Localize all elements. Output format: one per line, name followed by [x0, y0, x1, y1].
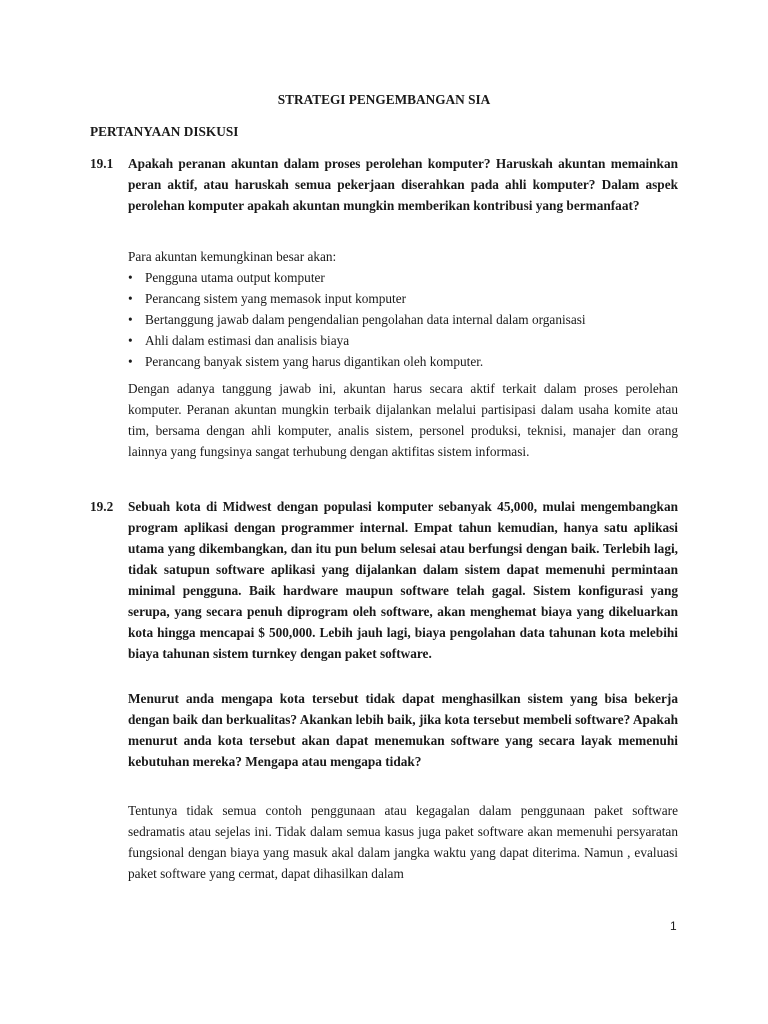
- list-item-text: Perancang banyak sistem yang harus digantikan oleh komputer.: [145, 354, 484, 369]
- question-number: 19.1: [90, 156, 114, 171]
- list-item-text: Pengguna utama output komputer: [145, 270, 325, 285]
- bullet-icon: •: [128, 270, 133, 285]
- list-item: [128, 351, 678, 372]
- answer-bullet-list: [128, 267, 678, 372]
- section-heading: PERTANYAAN DISKUSI: [90, 124, 239, 139]
- question-text: Sebuah kota di Midwest dengan populasi komputer sebanyak 45,000, mulai mengembangkan program aplikasi dengan programmer internal. Empat tahun kemudian, hanya satu aplikasi utama yang dikembangkan, dan itu pun belum selesai atau berfungsi dengan baik. Terlebih lagi, tidak satupun software aplikasi yang dijalankan dalam sistem dapat memenuhi permintaan minimal pengguna. Baik hardware maupun software telah gagal. Sistem konfigurasi yang serupa, yang secara penuh diprogram oleh software, akan menghemat biaya yang dikeluarkan kota hingga mencapai $ 500,000. Lebih jauh lagi, biaya pengolahan data tahunan kota melebihi biaya tahunan sistem turnkey dengan paket software.: [128, 499, 678, 661]
- bullet-icon: •: [128, 354, 133, 369]
- list-item-text: Ahli dalam estimasi dan analisis biaya: [145, 333, 350, 348]
- list-item: [128, 309, 678, 330]
- bullet-icon: •: [128, 333, 133, 348]
- answer-intro: Para akuntan kemungkinan besar akan:: [128, 249, 337, 264]
- list-item-text: Perancang sistem yang memasok input komputer: [145, 291, 407, 306]
- question-19-2: [90, 496, 678, 664]
- list-item: [128, 267, 678, 288]
- question-19-2-followup: Menurut anda mengapa kota tersebut tidak dapat menghasilkan sistem yang bisa bekerja dengan baik dan berkualitas? Akankan lebih baik, jika kota tersebut membeli software? Apakah menurut anda kota tersebut akan dapat menemukan software yang secara layak memenuhi kebutuhan mereka? Mengapa atau mengapa tidak?: [128, 691, 678, 769]
- question-19-1: [90, 153, 678, 216]
- list-item: [128, 330, 678, 351]
- answer-paragraph-19-1: Dengan adanya tanggung jawab ini, akuntan harus secara aktif terkait dalam proses perolehan komputer. Peranan akuntan mungkin terbaik dijalankan melalui partisipasi dalam usaha komite atau tim, bersama dengan ahli komputer, analis sistem, personel produksi, teknisi, manajer dan orang lainnya yang fungsinya sangat terhubung dengan aktifitas sistem informasi.: [128, 381, 678, 459]
- bullet-icon: •: [128, 291, 133, 306]
- question-text: Apakah peranan akuntan dalam proses perolehan komputer? Haruskah akuntan memainkan peran aktif, atau haruskah semua pekerjaan diserahkan pada ahli komputer? Dalam aspek perolehan komputer apakah akuntan mungkin memberikan kontribusi yang bermanfaat?: [128, 156, 678, 213]
- question-number: 19.2: [90, 499, 114, 514]
- answer-paragraph-19-2: Tentunya tidak semua contoh penggunaan atau kegagalan dalam penggunaan paket software sedramatis atau sejelas ini. Tidak dalam semua kasus juga paket software akan memenuhi persyaratan fungsional dengan biaya yang masuk akal dalam jangka waktu yang dapat diterima. Namun , evaluasi paket software yang cermat, dapat dihasilkan dalam: [128, 803, 678, 881]
- list-item: [128, 288, 678, 309]
- page-number: 1: [670, 919, 677, 933]
- document-title: STRATEGI PENGEMBANGAN SIA: [277, 92, 491, 107]
- bullet-icon: •: [128, 312, 133, 327]
- list-item-text: Bertanggung jawab dalam pengendalian pengolahan data internal dalam organisasi: [145, 312, 586, 327]
